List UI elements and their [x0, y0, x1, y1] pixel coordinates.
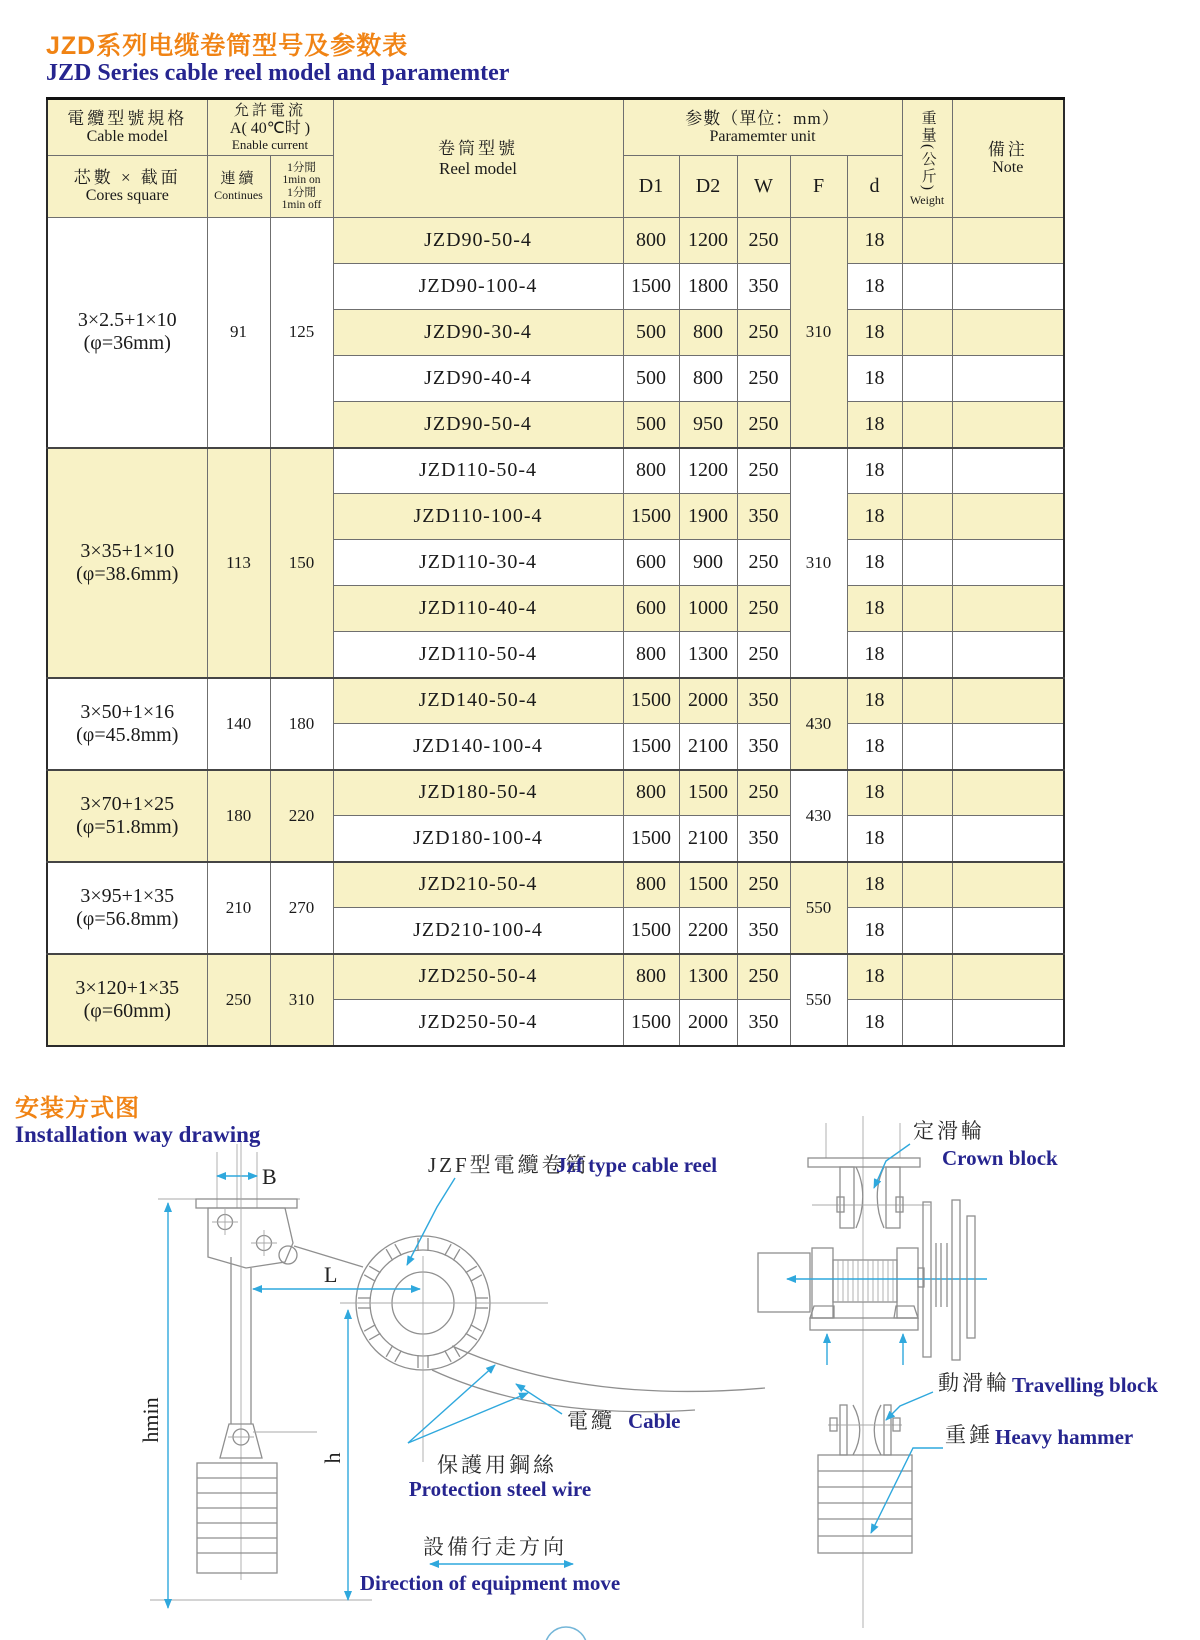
w-cell: 350 [737, 816, 790, 862]
continues-cell: 113 [207, 448, 270, 678]
weight-cell [902, 448, 952, 494]
note-cell [952, 908, 1064, 954]
d1-cell: 500 [623, 356, 679, 402]
d2-cell: 950 [679, 402, 737, 448]
d1-cell: 1500 [623, 678, 679, 724]
f-cell: 310 [790, 448, 847, 678]
min-cell: 150 [270, 448, 333, 678]
d2-cell: 2000 [679, 678, 737, 724]
header-1min: 1分閒 1min on 1分閒 1min off [270, 156, 333, 218]
reel-model-cell: JZD250-50-4 [333, 1000, 623, 1046]
note-cell [952, 632, 1064, 678]
d2-cell: 1300 [679, 954, 737, 1000]
d-cell: 18 [847, 402, 902, 448]
reel-model-cell: JZD140-50-4 [333, 678, 623, 724]
d1-cell: 800 [623, 954, 679, 1000]
d1-cell: 1500 [623, 1000, 679, 1046]
reel-model-cell: JZD110-100-4 [333, 494, 623, 540]
note-cell [952, 540, 1064, 586]
hammer-label-cn: 重錘 [945, 1423, 993, 1447]
weight-cell [902, 954, 952, 1000]
d1-cell: 800 [623, 770, 679, 816]
d-cell: 18 [847, 954, 902, 1000]
d1-cell: 1500 [623, 264, 679, 310]
w-cell: 250 [737, 770, 790, 816]
d1-cell: 1500 [623, 494, 679, 540]
header-f: F [790, 156, 847, 218]
reel-model-cell: JZD90-50-4 [333, 402, 623, 448]
note-cell [952, 494, 1064, 540]
d-cell: 18 [847, 218, 902, 264]
note-cell [952, 816, 1064, 862]
cable-label-cn: 電纜 [567, 1409, 615, 1433]
continues-cell: 210 [207, 862, 270, 954]
spec-table [46, 97, 1065, 1047]
d2-cell: 800 [679, 310, 737, 356]
d-cell: 18 [847, 632, 902, 678]
w-cell: 250 [737, 862, 790, 908]
d-cell: 18 [847, 816, 902, 862]
d-cell: 18 [847, 678, 902, 724]
dim-b-label: B [262, 1164, 277, 1189]
cable-label-en: Cable [628, 1409, 681, 1433]
note-cell [952, 1000, 1064, 1046]
f-cell: 430 [790, 770, 847, 862]
cable-model-cell: 3×35+1×10 (φ=38.6mm) [47, 448, 207, 678]
header-weight: 重量(公斤) Weight [902, 99, 952, 218]
d2-cell: 800 [679, 356, 737, 402]
note-cell [952, 218, 1064, 264]
note-cell [952, 678, 1064, 724]
min-cell: 125 [270, 218, 333, 448]
d1-cell: 1500 [623, 724, 679, 770]
right-callouts [871, 1119, 1158, 1533]
continues-cell: 180 [207, 770, 270, 862]
wire-label-cn: 保護用鋼絲 [437, 1453, 557, 1477]
travel-label-cn: 動滑輪 [938, 1371, 1010, 1395]
d-cell: 18 [847, 310, 902, 356]
note-cell [952, 356, 1064, 402]
jzf-label-cn: JZF型電纜卷筒 [428, 1153, 590, 1177]
d2-cell: 1500 [679, 862, 737, 908]
d-cell: 18 [847, 586, 902, 632]
page-number-circle [545, 1627, 587, 1640]
weight-cell [902, 218, 952, 264]
reel-model-cell: JZD180-100-4 [333, 816, 623, 862]
d-cell: 18 [847, 494, 902, 540]
continues-cell: 91 [207, 218, 270, 448]
w-cell: 250 [737, 540, 790, 586]
jzf-label-en: Jzf type cable reel [556, 1153, 718, 1177]
header-note: 備注 Note [952, 99, 1064, 218]
page-title-cn: JZD系列电缆卷筒型号及参数表 [46, 32, 409, 60]
w-cell: 350 [737, 908, 790, 954]
header-reel-model: 卷筒型號 Reel model [333, 99, 623, 218]
reel-model-cell: JZD110-30-4 [333, 540, 623, 586]
cable-model-cell: 3×95+1×35 (φ=56.8mm) [47, 862, 207, 954]
d-cell: 18 [847, 540, 902, 586]
d-cell: 18 [847, 862, 902, 908]
wire-label-en: Protection steel wire [408, 1477, 592, 1501]
d1-cell: 800 [623, 218, 679, 264]
note-cell [952, 586, 1064, 632]
weight-cell [902, 724, 952, 770]
crown-label-cn: 定滑輪 [913, 1119, 985, 1143]
weight-cell [902, 770, 952, 816]
header-enable-current: 允許電流 A( 40℃时 ) Enable current [207, 99, 333, 156]
header-parameter: 参數（單位：mm） Paramemter unit [623, 99, 902, 156]
section2-title-en: Installation way drawing [15, 1122, 261, 1147]
min-cell: 270 [270, 862, 333, 954]
reel-model-cell: JZD90-100-4 [333, 264, 623, 310]
reel-model-cell: JZD140-100-4 [333, 724, 623, 770]
weight-cell [902, 1000, 952, 1046]
reel-model-cell: JZD110-50-4 [333, 632, 623, 678]
d2-cell: 2000 [679, 1000, 737, 1046]
left-callouts [360, 1153, 717, 1595]
w-cell: 350 [737, 494, 790, 540]
d-cell: 18 [847, 908, 902, 954]
weight-cell [902, 310, 952, 356]
section2-title-cn: 安装方式图 [15, 1095, 140, 1122]
d2-cell: 2100 [679, 724, 737, 770]
d2-cell: 2200 [679, 908, 737, 954]
w-cell: 250 [737, 586, 790, 632]
crown-label-en: Crown block [942, 1146, 1058, 1170]
cable-model-cell: 3×70+1×25 (φ=51.8mm) [47, 770, 207, 862]
d-cell: 18 [847, 264, 902, 310]
d-cell: 18 [847, 770, 902, 816]
header-d2: D2 [679, 156, 737, 218]
bracket-arm-drawing [150, 1142, 372, 1600]
hammer-label-en: Heavy hammer [995, 1425, 1134, 1449]
w-cell: 350 [737, 264, 790, 310]
reel-model-cell: JZD210-100-4 [333, 908, 623, 954]
w-cell: 350 [737, 678, 790, 724]
reel-model-cell: JZD90-50-4 [333, 218, 623, 264]
weight-cell [902, 632, 952, 678]
note-cell [952, 724, 1064, 770]
weight-cell [902, 678, 952, 724]
d2-cell: 1900 [679, 494, 737, 540]
d2-cell: 1300 [679, 632, 737, 678]
page-title-en: JZD Series cable reel model and paramemter [46, 60, 510, 86]
weight-cell [902, 908, 952, 954]
direction-label-cn: 設備行走方向 [423, 1535, 567, 1559]
reel-model-cell: JZD90-40-4 [333, 356, 623, 402]
weight-cell [902, 586, 952, 632]
d-cell: 18 [847, 724, 902, 770]
dimension-lines [138, 1164, 420, 1608]
weight-cell [902, 264, 952, 310]
min-cell: 180 [270, 678, 333, 770]
dim-hmin-label: hmin [138, 1397, 163, 1443]
note-cell [952, 310, 1064, 356]
d1-cell: 800 [623, 862, 679, 908]
d1-cell: 1500 [623, 816, 679, 862]
header-d1: D1 [623, 156, 679, 218]
d1-cell: 1500 [623, 908, 679, 954]
continues-cell: 250 [207, 954, 270, 1046]
f-cell: 550 [790, 954, 847, 1046]
d1-cell: 500 [623, 310, 679, 356]
w-cell: 350 [737, 724, 790, 770]
header-d: d [847, 156, 902, 218]
w-cell: 350 [737, 1000, 790, 1046]
note-cell [952, 862, 1064, 908]
header-cable-model: 電纜型號規格 Cable model [47, 99, 207, 156]
w-cell: 250 [737, 218, 790, 264]
d2-cell: 1200 [679, 218, 737, 264]
weight-cell [902, 816, 952, 862]
d1-cell: 800 [623, 448, 679, 494]
d2-cell: 900 [679, 540, 737, 586]
note-cell [952, 954, 1064, 1000]
reel-model-cell: JZD210-50-4 [333, 862, 623, 908]
cable-model-cell: 3×2.5+1×10 (φ=36mm) [47, 218, 207, 448]
dim-l-label: L [324, 1262, 338, 1287]
w-cell: 250 [737, 356, 790, 402]
d-cell: 18 [847, 1000, 902, 1046]
weight-cell [902, 494, 952, 540]
note-cell [952, 448, 1064, 494]
d-cell: 18 [847, 448, 902, 494]
reel-model-cell: JZD110-40-4 [333, 586, 623, 632]
d1-cell: 500 [623, 402, 679, 448]
w-cell: 250 [737, 954, 790, 1000]
weight-cell [902, 402, 952, 448]
d2-cell: 1000 [679, 586, 737, 632]
cable-model-cell: 3×120+1×35 (φ=60mm) [47, 954, 207, 1046]
note-cell [952, 264, 1064, 310]
w-cell: 250 [737, 310, 790, 356]
d1-cell: 800 [623, 632, 679, 678]
note-cell [952, 770, 1064, 816]
continues-cell: 140 [207, 678, 270, 770]
f-cell: 550 [790, 862, 847, 954]
note-cell [952, 402, 1064, 448]
weight-cell [902, 540, 952, 586]
f-cell: 430 [790, 678, 847, 770]
min-cell: 220 [270, 770, 333, 862]
w-cell: 250 [737, 448, 790, 494]
header-continues: 連續 Continues [207, 156, 270, 218]
dim-h-label: h [320, 1452, 345, 1464]
d2-cell: 1500 [679, 770, 737, 816]
reel-model-cell: JZD250-50-4 [333, 954, 623, 1000]
min-cell: 310 [270, 954, 333, 1046]
f-cell: 310 [790, 218, 847, 448]
d-cell: 18 [847, 356, 902, 402]
header-w: W [737, 156, 790, 218]
installation-drawing [0, 1060, 1200, 1640]
d1-cell: 600 [623, 540, 679, 586]
cable-reel-drawing [340, 1236, 765, 1462]
d2-cell: 1200 [679, 448, 737, 494]
cable-model-cell: 3×50+1×16 (φ=45.8mm) [47, 678, 207, 770]
travel-label-en: Travelling block [1012, 1373, 1159, 1397]
reel-model-cell: JZD90-30-4 [333, 310, 623, 356]
w-cell: 250 [737, 402, 790, 448]
header-cores-square: 芯數 × 截面 Cores square [47, 156, 207, 218]
reel-model-cell: JZD110-50-4 [333, 448, 623, 494]
weight-cell [902, 862, 952, 908]
d1-cell: 600 [623, 586, 679, 632]
w-cell: 250 [737, 632, 790, 678]
d2-cell: 1800 [679, 264, 737, 310]
d2-cell: 2100 [679, 816, 737, 862]
reel-model-cell: JZD180-50-4 [333, 770, 623, 816]
direction-label-en: Direction of equipment move [359, 1571, 621, 1595]
weight-cell [902, 356, 952, 402]
